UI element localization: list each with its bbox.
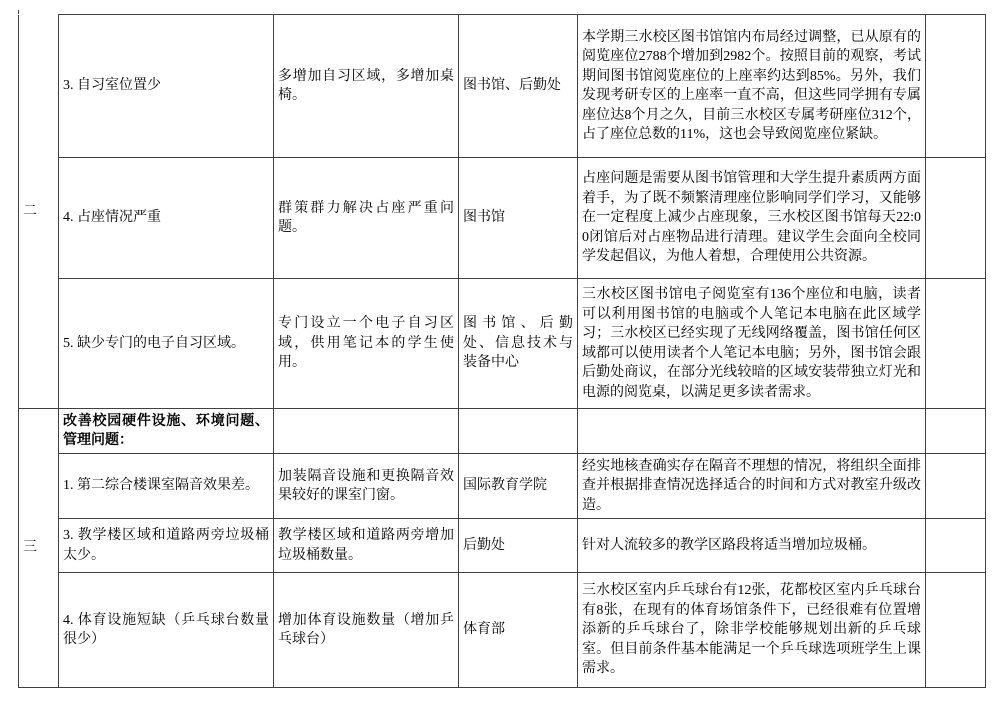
group-label-cell: 三 [19, 409, 59, 688]
problem-cell: 3. 教学楼区域和道路两旁垃圾桶太少。 [59, 519, 274, 573]
response-cell: 占座问题是需要从图书馆管理和大学生提升素质两方面着手，为了既不频繁清理座位影响同学们学习，又能够在一定程度上减少占座现象，三水校区图书馆每天22:00闭馆后对占座物品进行清理。建议学生会面向全校同学发起倡议，为他人着想，合理使用公共资源。 [578, 158, 926, 279]
suggestion-cell: 多增加自习区域，多增加桌椅。 [274, 15, 459, 158]
empty-cell [459, 409, 578, 454]
department-cell: 后勤处 [459, 519, 578, 573]
response-cell: 本学期三水校区图书馆馆内布局经过调整，已从原有的阅览座位2788个增加到2982个。按照目前的观察，考试期间图书馆阅览座位的上座率约达到85%。另外，我们发现考研专区的上座率一直不高，但这些同学拥有专属座位达8个月之久，目前三水校区专属考研座位312个，占了座位总数的11%，这也会导致阅览座位紧缺。 [578, 15, 926, 158]
department-cell: 图书馆、后勤处 [459, 15, 578, 158]
group-label-cell: 二 [19, 15, 59, 409]
department-cell: 图书馆 [459, 158, 578, 279]
section-header-cell: 改善校园硬件设施、环境问题、管理问题： [59, 409, 274, 454]
department-cell: 国际教育学院 [459, 454, 578, 519]
empty-cell [926, 454, 986, 519]
table-row [19, 279, 986, 409]
table-row [19, 158, 986, 279]
empty-cell [926, 279, 986, 409]
problem-cell: 1. 第二综合楼课室隔音效果差。 [59, 454, 274, 519]
response-cell: 三水校区图书馆电子阅览室有136个座位和电脑，读者可以利用图书馆的电脑或个人笔记本电脑在此区域学习；三水校区已经实现了无线网络覆盖，图书馆任何区域都可以使用读者个人笔记本电脑；另外，图书馆会跟后勤处商议，在部分光线较暗的区域安装带独立灯光和电源的阅览桌，以满足更多读者需求。 [578, 279, 926, 409]
response-cell: 针对人流较多的教学区路段将适当增加垃圾桶。 [578, 519, 926, 573]
empty-cell [578, 409, 926, 454]
empty-cell [274, 409, 459, 454]
response-cell: 经实地核查确实存在隔音不理想的情况，将组织全面排查并根据排查情况选择适合的时间和方式对教室升级改造。 [578, 454, 926, 519]
suggestion-cell: 增加体育设施数量（增加乒乓球台） [274, 573, 459, 688]
empty-cell [926, 15, 986, 158]
empty-cell [926, 573, 986, 688]
table-row [19, 454, 986, 519]
table-row [19, 573, 986, 688]
empty-cell [926, 519, 986, 573]
suggestion-cell: 群策群力解决占座严重问题。 [274, 158, 459, 279]
problem-cell: 3. 自习室位置少 [59, 15, 274, 158]
table-row [19, 15, 986, 158]
table-row [19, 409, 986, 454]
department-cell: 体育部 [459, 573, 578, 688]
response-cell: 三水校区室内乒乓球台有12张，花都校区室内乒乓球台有8张，在现有的体育场馆条件下，已经很难有位置增添新的乒乓球台了，除非学校能够规划出新的乒乓球室。但目前条件基本能满足一个乒乓球选项班学生上课需求。 [578, 573, 926, 688]
suggestion-cell: 加装隔音设施和更换隔音效果较好的课室门窗。 [274, 454, 459, 519]
department-cell: 图书馆、后勤处、信息技术与装备中心 [459, 279, 578, 409]
suggestion-cell: 教学楼区域和道路两旁增加垃圾桶数量。 [274, 519, 459, 573]
problem-cell: 4. 体育设施短缺（乒乓球台数量很少） [59, 573, 274, 688]
empty-cell [926, 158, 986, 279]
problem-cell: 5. 缺少专门的电子自习区域。 [59, 279, 274, 409]
feedback-table [18, 14, 986, 688]
problem-cell: 4. 占座情况严重 [59, 158, 274, 279]
table-row [19, 519, 986, 573]
empty-cell [926, 409, 986, 454]
suggestion-cell: 专门设立一个电子自习区域，供用笔记本的学生使用。 [274, 279, 459, 409]
